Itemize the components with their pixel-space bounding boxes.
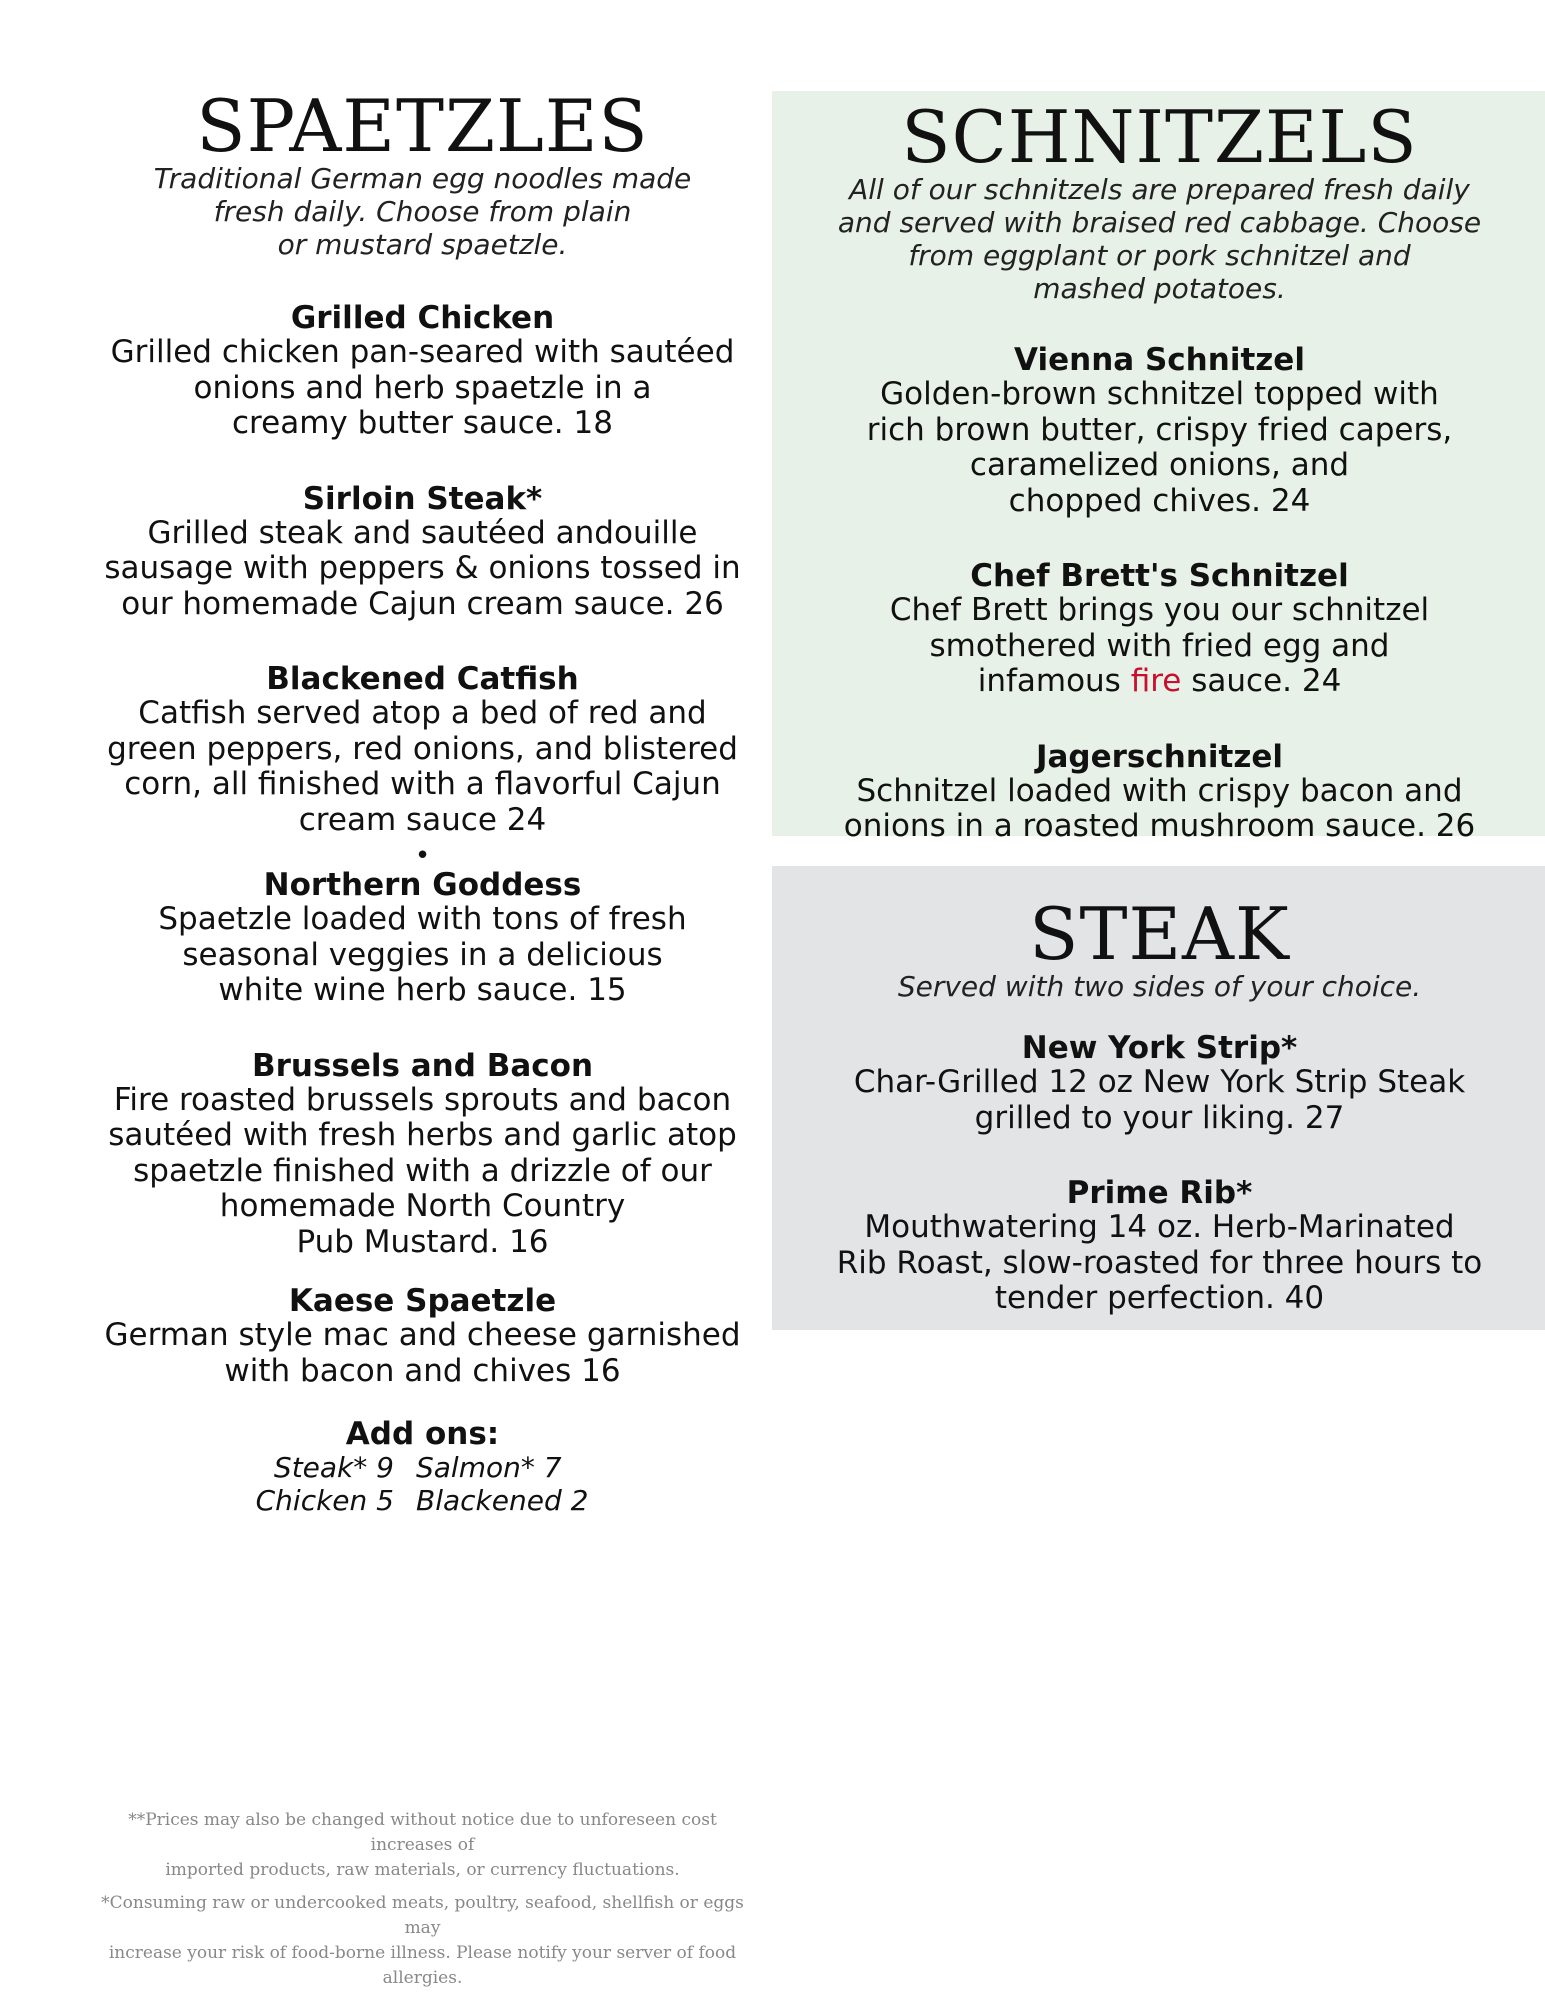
schnitzels-section <box>772 91 1545 844</box>
item-name: Vienna Schnitzel <box>1014 342 1305 378</box>
item-description: Mouthwatering 14 oz. Herb-Marinated Rib Roast, slow-roasted for three hours to tender perfection. 40 <box>836 1209 1483 1316</box>
section-intro: Traditional German egg noodles made fresh daily. Choose from plain or mustard spaetzle. <box>153 162 692 261</box>
separator-dot: • <box>414 841 431 871</box>
footer-disclaimer <box>90 1808 755 1999</box>
section-title-schnitzels: SCHNITZELS <box>901 95 1418 179</box>
menu-item-vienna-schnitzel <box>830 343 1490 519</box>
item-name: Blackened Catfish <box>266 661 579 697</box>
menu-item-brussels-and-bacon <box>90 1049 755 1261</box>
item-name: Prime Rib* <box>1066 1175 1253 1211</box>
add-on-item: Blackened 2 <box>416 1484 589 1517</box>
menu-item-sirloin-steak <box>90 482 755 623</box>
item-name: Grilled Chicken <box>290 300 555 336</box>
item-description: Spaetzle loaded with tons of fresh seasonal veggies in a delicious white wine herb sauce. 15 <box>158 901 687 1008</box>
item-description: Chef Brett brings you our schnitzel smothered with fried egg and infamous fire sauce. 24 <box>889 592 1430 699</box>
menu-item-chef-bretts-schnitzel <box>830 559 1490 700</box>
add-ons <box>90 1417 755 1517</box>
add-on-row <box>90 1451 755 1484</box>
menu-item-northern-goddess <box>90 868 755 1009</box>
add-on-item: Chicken 5 <box>255 1484 394 1517</box>
item-name: Northern Goddess <box>263 867 582 903</box>
food-safety-notice: *Consuming raw or undercooked meats, poultry, seafood, shellfish or eggs may increase your risk of food-borne illness. Please notify your server of food allergies. <box>101 1893 744 1988</box>
section-intro: Served with two sides of your choice. <box>897 970 1422 1003</box>
menu-item-jagerschnitzel <box>830 740 1490 845</box>
item-name: Sirloin Steak* <box>302 480 543 517</box>
add-on-row <box>90 1484 755 1517</box>
add-on-item: Salmon* 7 <box>416 1451 562 1484</box>
item-description: Catfish served atop a bed of red and green peppers, red onions, and blistered corn, all finished with a flavorful Cajun cream sauce 24 <box>107 695 738 838</box>
item-description: German style mac and cheese garnished with bacon and chives 16 <box>104 1317 741 1389</box>
section-title-spaetzles: SPAETZLES <box>196 84 649 168</box>
menu-item-blackened-catfish <box>90 662 755 838</box>
section-title-steak: STEAK <box>1029 892 1290 976</box>
item-name: Jagerschnitzel <box>1035 738 1284 775</box>
item-description: Schnitzel loaded with crispy bacon and onions in a roasted mushroom sauce. 26 <box>843 772 1476 844</box>
item-description: Fire roasted brussels sprouts and bacon sautéed with fresh herbs and garlic atop spaetzle finished with a drizzle of our homemade North Country Pub Mustard. 16 <box>108 1081 737 1260</box>
item-description: Golden-brown schnitzel topped with rich brown butter, crispy fried capers, caramelized onions, and chopped chives. 24 <box>866 376 1453 519</box>
steak-section <box>772 866 1545 1330</box>
menu-item-prime-rib <box>830 1176 1490 1317</box>
section-intro: All of our schnitzels are prepared fresh daily and served with braised red cabbage. Choose from eggplant or pork schnitzel and mashed potatoes. <box>837 173 1482 305</box>
item-name: Kaese Spaetzle <box>288 1283 557 1319</box>
add-ons-title: Add ons: <box>345 1416 500 1452</box>
item-name: Chef Brett's Schnitzel <box>970 558 1349 594</box>
fire-sauce-highlight: fire <box>1130 663 1182 699</box>
menu-item-kaese-spaetzle <box>90 1284 755 1389</box>
item-description: Grilled chicken pan-seared with sautéed onions and herb spaetzle in a creamy butter sauce. 18 <box>110 334 735 441</box>
price-change-notice: **Prices may also be changed without notice due to unforeseen cost increases of imported products, raw materials, or currency fluctuations. <box>128 1810 717 1880</box>
item-description: Char-Grilled 12 oz New York Strip Steak grilled to your liking. 27 <box>853 1064 1466 1136</box>
item-name: Brussels and Bacon <box>251 1047 594 1084</box>
menu-item-grilled-chicken <box>90 301 755 442</box>
add-on-item: Steak* 9 <box>273 1451 394 1484</box>
item-name: New York Strip* <box>1021 1030 1298 1066</box>
item-description: Grilled steak and sautéed andouille sausage with peppers & onions tossed in our homemade Cajun cream sauce. 26 <box>104 514 741 622</box>
spaetzles-section <box>90 84 755 1517</box>
menu-item-new-york-strip <box>830 1031 1490 1136</box>
